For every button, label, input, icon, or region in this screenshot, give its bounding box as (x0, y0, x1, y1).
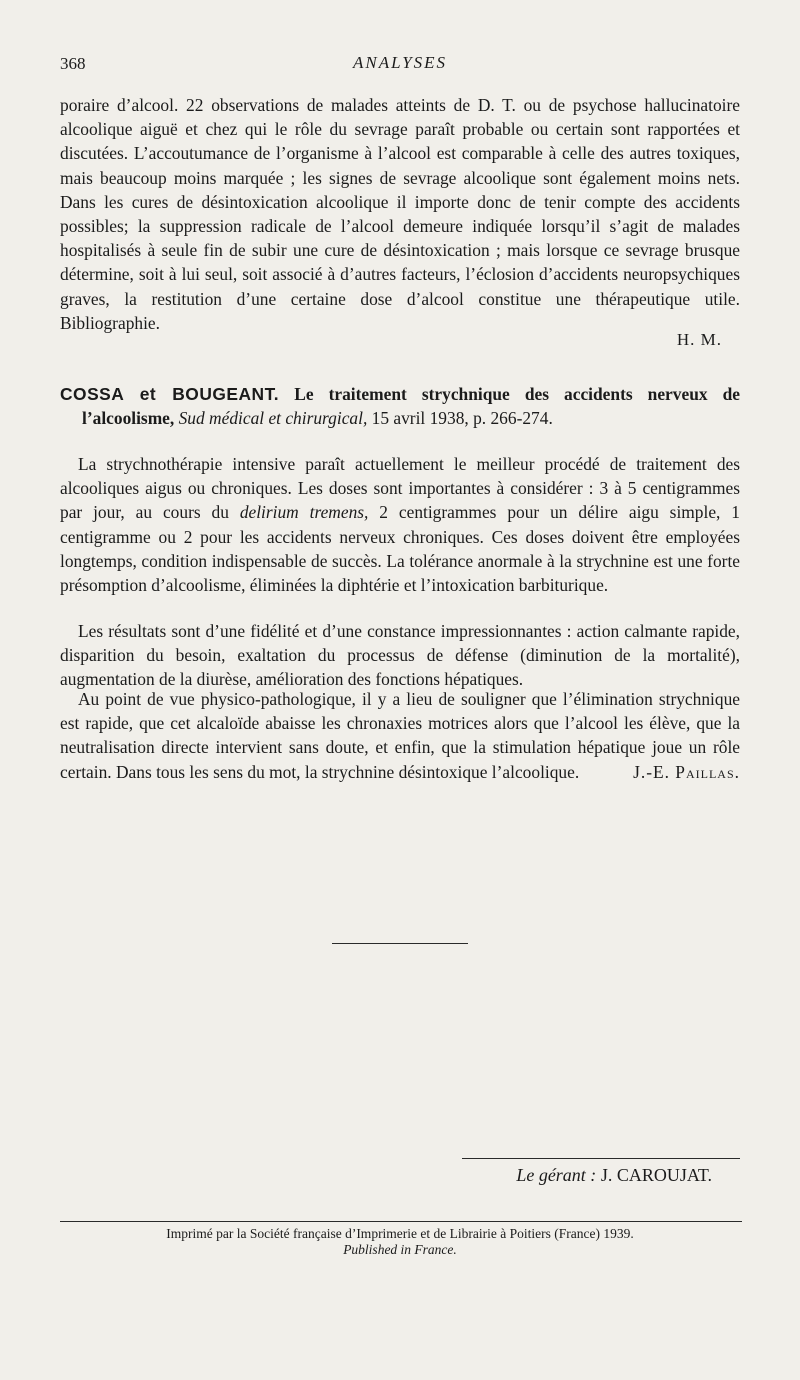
section-separator (332, 943, 468, 944)
paragraph-text: Au point de vue physico-pathologique, il y a lieu de souligner que l’élimination strychnique est rapide, que cet alcaloïde abaisse les chronaxies motrices alors que l’alcool les élève, que la neutralisation directe intervient sans doute, et enfin, que la stimulation hépatique joue un rôle certain. Dans tous les sens du mot, la strychnine désintoxique l’alcoolique. (60, 689, 740, 782)
paragraph-strychnotherapy (60, 452, 740, 597)
review-signature-paillas: J.-E. Paillas. (633, 761, 740, 782)
paragraph-continued: poraire d’alcool. 22 observations de malades atteints de D. T. ou de psychose hallucinatoire alcoolique aiguë et chez qui le rôle du sevrage paraît probable ou certain sont rapportées et discutées. L’accoutumance de l’organisme à l’alcool est comparable à celle des autres toxiques, mais beaucoup moins marquée ; les signes de sevrage alcoolique sont également moins nets. Dans les cures de désintoxication alcoolique il importe donc de tenir compte des accidents possibles; la suppression radicale de l’alcool demeure indiquée lorsqu’il s’agit de malades hospitalisés à seule fin de subir une cure de désintoxication ; mais lorsque ce sevrage brusque détermine, soit à lui seul, soit associé à d’autres facteurs, l’éclosion d’accidents neuropsychiques graves, la restitution d’une certaine dose d’alcool constitue une thérapeutique utile. Bibliographie. (60, 95, 740, 333)
manager-line (516, 1165, 712, 1186)
article-authors: COSSA et BOUGEANT. (60, 384, 280, 404)
article-heading (60, 382, 740, 430)
imprint (0, 1226, 800, 1258)
manager-label: Le gérant : (516, 1165, 597, 1185)
page-number: 368 (60, 54, 86, 73)
imprint-published: Published in France. (343, 1242, 457, 1257)
manager-rule (462, 1158, 740, 1159)
imprint-rule (60, 1221, 742, 1222)
running-header: ANALYSES (352, 53, 448, 72)
review-signature-hm: H. M. (676, 330, 722, 349)
paragraph-results: Les résultats sont d’une fidélité et d’une constance impressionnantes : action calmante rapide, disparition du besoin, exaltation du processus de défense (diminution de la mortalité), augmentation de la diurèse, amélioration des fonctions hépatiques. (60, 621, 740, 690)
paragraph-text: La strychnothérapie intensive paraît actuellement le meilleur procédé de traitement des alcooliques aigus ou chroniques. Les doses sont importantes à considérer : 3 à 5 centigrammes par jour, au cours du (60, 454, 740, 523)
article-journal: Sud médical et chirurgical, (178, 408, 368, 428)
article-citation: 15 avril 1938, p. 266-274. (371, 408, 553, 428)
manager-name: J. CAROUJAT. (600, 1165, 712, 1185)
imprint-printer: Imprimé par la Société française d’Imprimerie et de Librairie à Poitiers (France) 1939. (166, 1226, 634, 1241)
article-title: Le traitement strychnique des accidents nerveux de l’alcoolisme, (82, 384, 741, 428)
paragraph-physiopathology (60, 687, 740, 784)
paragraph-text: 2 centigrammes pour un délire aigu simple, 1 centigramme ou 2 pour les accidents nerveux chroniques. Ces doses doivent être employées longtemps, condition indispensable de succès. La tolérance anormale à la strychnine est une forte présomption d’alcoolisme, éliminées la diphtérie et l’intoxication barbiturique. (60, 502, 740, 596)
paragraph-italic-term: delirium tremens, (239, 502, 369, 523)
